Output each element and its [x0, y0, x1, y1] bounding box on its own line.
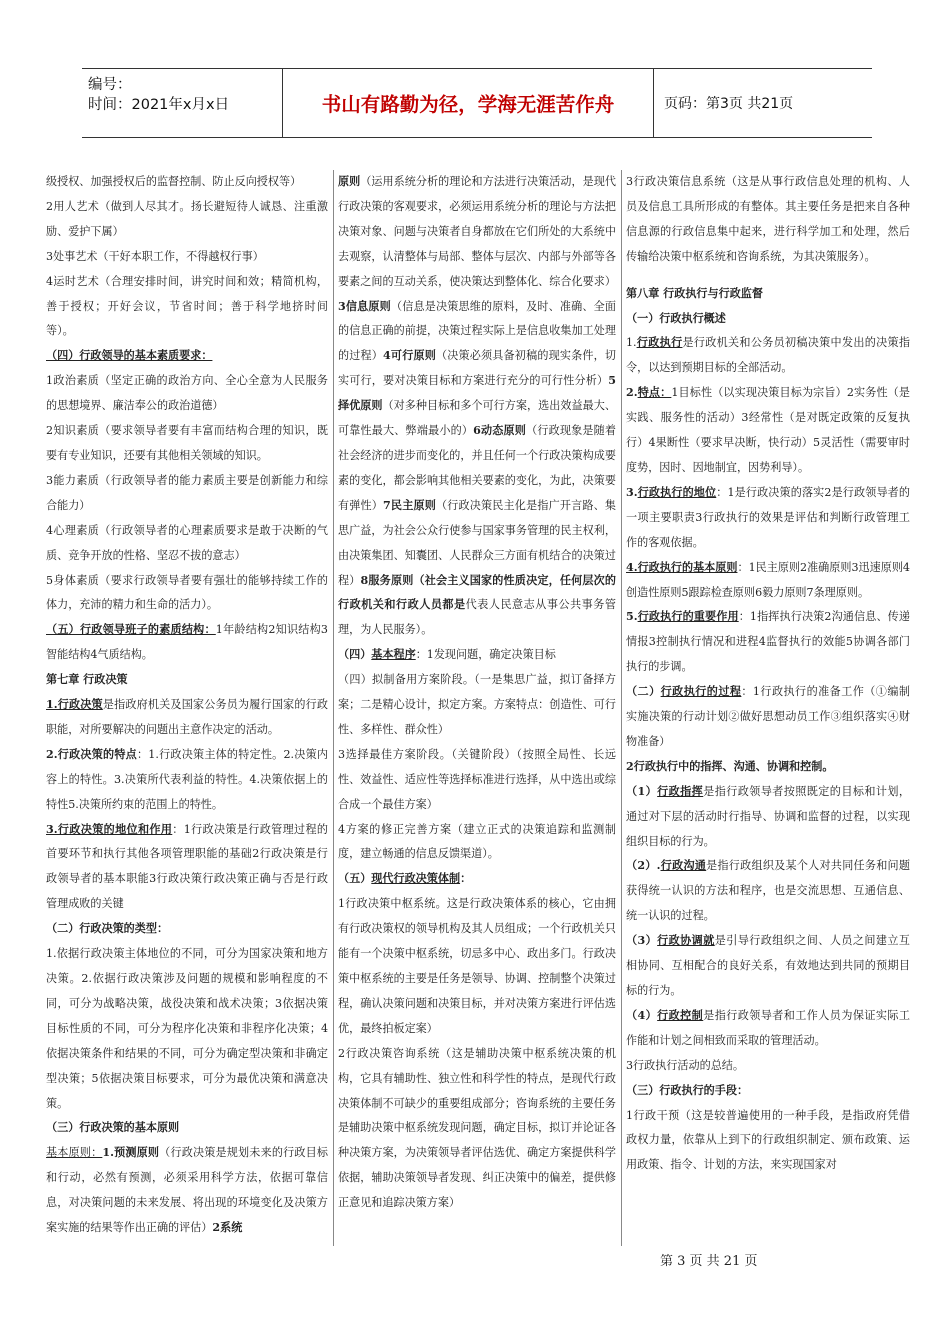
document-number-label: 编号：	[88, 77, 132, 93]
paragraph: 2行政决策咨询系统（这是辅助决策中枢系统决策的机构，它具有辅助性、独立性和科学性的特点，是现代行政决策体制不可缺少的重要组成部分；咨询系统的主要任务是辅助决策中枢系统发现问题，确定目标，拟订并论证各种决策方案，为决策领导者评估选优、确定方案提供科学依据，辅助决策领导者发现、纠正决策中的偏差，提供修正意见和追踪决策方案）	[338, 1046, 616, 1210]
paragraph: 1行政干预（这是较普遍使用的一种手段，是指政府凭借政权力量，依靠从上到下的行政组织制定、颁布政策、运用政策、指令、计划的方法，来实现国家对	[626, 1108, 910, 1172]
paragraph: （四）拟制备用方案阶段。（一是集思广益，拟订备择方案；二是精心设计，拟定方案。方案特点：创造性、可行性、多样性、群众性）	[338, 673, 616, 736]
paragraph: 4.行政执行的基本原则：1民主原则2准确原则3迅速原则4创造性原则5跟踪检查原则6毅力原则7条理原则。	[626, 560, 910, 599]
chapter-heading: 第八章 行政执行与行政监督	[626, 286, 763, 300]
section-heading: （三）行政决策的基本原则	[46, 1121, 180, 1135]
paragraph: 2.行政决策的特点：1.行政决策主体的特定性。2.决策内容上的特性。3.决策所代表利益的特性。4.决策依据上的特性5.决策所约束的范围上的特性。	[46, 747, 328, 811]
paragraph: 基本原则：1.预测原则（行政决策是规划未来的行政目标和行动，必然有预测，必须采用科学方法，依据可靠信息，对决策问题的未来发展、将出现的环境变化及决策方案实施的结果等作出正确的评估）2系统	[46, 1146, 328, 1235]
paragraph: 3选择最佳方案阶段。（关键阶段）（按照全局性、长远性、效益性、适应性等选择标准进行选择，从中选出或综合成一个最佳方案）	[338, 747, 616, 811]
chapter-heading: 第七章 行政决策	[46, 673, 128, 687]
text-column-2	[338, 170, 616, 1216]
paragraph: 级授权、加强授权后的监督控制、防止反向授权等）	[46, 175, 302, 188]
paragraph: 4心理素质（行政领导者的心理素质要求是敢于决断的气质、竞争开放的性格、坚忍不拔的意志）	[46, 523, 328, 562]
paragraph: 3处事艺术（干好本职工作，不得越权行事）	[46, 249, 264, 263]
section-heading: （二）行政决策的类型：	[46, 922, 169, 936]
paragraph: （四）基本程序：1发现问题，确定决策目标	[338, 648, 556, 662]
paragraph: 5.行政执行的重要作用：1指挥执行决策2沟通信息、传递情报3控制执行情况和进程4监督执行的效能5协调各部门执行的步调。	[626, 610, 910, 674]
page-header	[82, 68, 872, 138]
text-column-3	[626, 170, 910, 1178]
paragraph: 3行政决策信息系统（这是从事行政信息处理的机构、人员及信息工具所形成的有整体。其主要任务是把来自各种信息源的行政信息集中起来，进行科学加工和处理，然后传输给决策中枢系统和咨询系统，为其决策服务）。	[626, 175, 910, 263]
paragraph: 1行政决策中枢系统。这是行政决策体系的核心，它由拥有行政决策权的领导机构及其人员组成；一个行政机关只能有一个决策中枢系统，切忌多中心、政出多门。行政决策中枢系统的主要是任务是领导、协调、控制整个决策过程，确认决策问题和决策目标，并对决策方案进行评估选优，最终拍板定案）	[338, 897, 616, 1035]
paragraph: 2.特点：1目标性（以实现决策目标为宗旨）2实务性（是实践、服务性的活动）3经常性（是对既定政策的反复执行）4果断性（要求早决断，快行动）5灵活性（需要审时度势，因时、因地制宜，因势利导）。	[626, 386, 910, 474]
section-heading: （一）行政执行概述	[626, 311, 726, 325]
text-column-1	[46, 170, 328, 1241]
column-divider-2	[621, 170, 622, 1246]
paragraph: 1.依据行政决策主体地位的不同，可分为国家决策和地方决策。2.依据行政决策涉及问题的规模和影响程度的不同，可分为战略决策，战役决策和战术决策；3依据决策目标性质的不同，可分为程序化决策和非程序化决策；4依据决策条件和结果的不同，可分为确定型决策和非确定型决策；5依据决策目标要求，可分为最优决策和满意决策。	[46, 947, 328, 1110]
header-motto: 书山有路勤为径，学海无涯苦作舟	[282, 69, 654, 137]
paragraph: 1政治素质（坚定正确的政治方向、全心全意为人民服务的思想境界、廉洁奉公的政治道德）	[46, 374, 328, 413]
section-heading: （四）行政领导的基本素质要求：	[46, 349, 213, 363]
paragraph: 4方案的修正完善方案（建立正式的决策追踪和监测制度，建立畅通的信息反馈渠道）。	[338, 822, 616, 861]
document-time-label: 时间：2021年x月x日	[88, 97, 230, 113]
section-heading: （三）行政执行的手段：	[626, 1083, 749, 1097]
header-left-cell	[82, 69, 282, 137]
column-divider-1	[333, 170, 334, 1246]
paragraph: 3.行政执行的地位：1是行政决策的落实2是行政领导者的一项主要职责3行政执行的效果是评估和判断行政管理工作的客观依据。	[626, 485, 910, 549]
paragraph: 3能力素质（行政领导者的能力素质主要是创新能力和综合能力）	[46, 473, 328, 512]
paragraph: （1）行政指挥是指行政领导者按照既定的目标和计划，通过对下层的活动时行指导、协调和监督的过程，以实现组织目标的行为。	[626, 784, 910, 848]
paragraph: 3行政执行活动的总结。	[626, 1058, 744, 1072]
section-heading: 2行政执行中的指挥、沟通、协调和控制。	[626, 759, 834, 773]
paragraph: 2用人艺术（做到人尽其才。扬长避短待人诚恳、注重激励、爱护下属）	[46, 199, 328, 238]
paragraph: 1.行政决策是指政府机关及国家公务员为履行国家的行政职能，对所要解决的问题出主意作决定的活动。	[46, 698, 328, 736]
paragraph: 4运时艺术（合理安排时间，讲究时间和效；精简机构，善于授权；开好会议，节省时间；善于科学地挤时间等）。	[46, 274, 328, 338]
header-page-number: 页码：第3页 共21页	[664, 96, 794, 112]
paragraph: （4）行政控制是指行政领导者和工作人员为保证实际工作能和计划之间相致而采取的管理活动。	[626, 1008, 910, 1047]
paragraph: 5身体素质（要求行政领导者要有强壮的能够持续工作的体力，充沛的精力和生命的活力）。	[46, 573, 328, 612]
paragraph: （二）行政执行的过程：1行政执行的准备工作（①编制实施决策的行动计划②做好思想动员工作③组织落实④财物准备）	[626, 685, 910, 748]
paragraph: 1.行政执行是行政机关和公务员初稿决策中发出的决策指令，以达到预期目标的全部活动。	[626, 336, 910, 375]
paragraph: （3）行政协调就是引导行政组织之间、人员之间建立互相协同、互相配合的良好关系，有效地达到共同的预期目标的行为。	[626, 934, 910, 997]
paragraph: 原则（运用系统分析的理论和方法进行决策活动，是现代行政决策的客观要求，必须运用系统分析的理论与方法把决策对象、问题与决策者自身都放在它们所处的大系统中去观察，认清整体与局部、整体与层次、内部与外部等各要素之间的互动关系，使决策达到整体化、综合化要求）3信息原则（信息是决策思维的原料，及时、准确、全面的信息正确的前提，决策过程实际上是信息收集加工处理的过程）4可行原则（决策必须具备初稿的现实条件，切实可行，要对决策目标和方案进行充分的可行性分析）5择优原则（对多种目标和多个可行方案，选出效益最大、可靠性最大、弊端最小的）6动态原则（行政现象是随着社会经济的进步而变化的，并且任何一个行政决策构成要素的变化，都会影响其他相关要素的变化，为此，决策要有弹性）7民主原则（行政决策民主化是指广开言路、集思广益，为社会公众行使参与国家事务管理的民主权利，由决策集团、知囊团、人民群众三方面有机结合的决策过程）8服务原则（社会主义国家的性质决定，任何层次的行政机关和行政人员都是代表人民意志从事公共事务管理，为人民服务）。	[338, 175, 616, 637]
paragraph: 2知识素质（要求领导者要有丰富而结构合理的知识，既要有专业知识，还要有其他相关领域的知识。	[46, 424, 328, 462]
paragraph: （2）.行政沟通是指行政组织及某个人对共同任务和问题获得统一认识的方法和程序，也是交流思想、互通信息、统一认识的过程。	[626, 859, 910, 923]
page-footer: 第 3 页 共 21 页	[660, 1254, 758, 1269]
paragraph: （五）行政领导班子的素质结构：1年龄结构2知识结构3智能结构4气质结构。	[46, 623, 328, 662]
paragraph: 3.行政决策的地位和作用：1行政决策是行政管理过程的首要环节和执行其他各项管理职能的基础2行政决策是行政领导者的基本职能3行政决策行政决策正确与否是行政管理成败的关键	[46, 822, 328, 911]
section-heading: （五）现代行政决策体制：	[338, 872, 472, 886]
